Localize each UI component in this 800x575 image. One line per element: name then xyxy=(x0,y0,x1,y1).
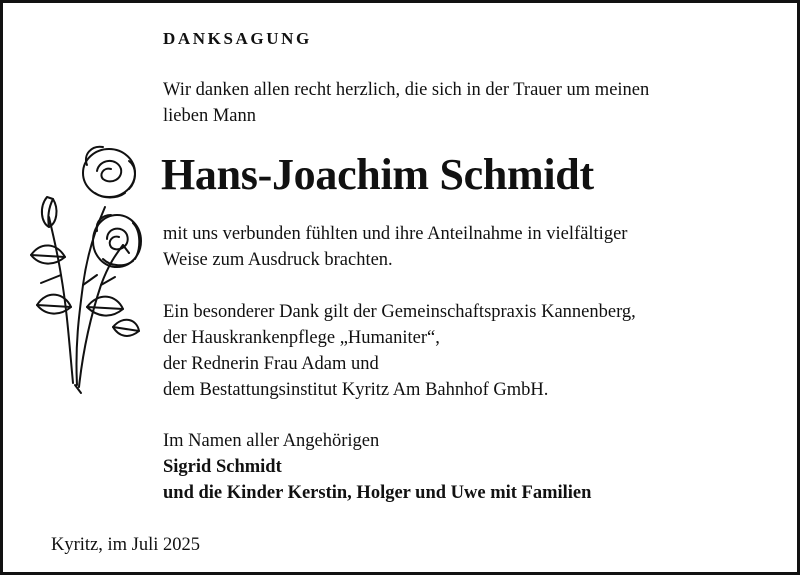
intro-paragraph xyxy=(163,77,649,129)
signature-family: und die Kinder Kerstin, Holger und Uwe mit Familien xyxy=(163,483,592,503)
special-thanks-paragraph xyxy=(163,299,636,403)
deceased-name: Hans-Joachim Schmidt xyxy=(161,150,594,199)
signature-preamble: Im Namen aller Angehörigen xyxy=(163,431,380,451)
signature-block xyxy=(163,428,591,506)
thanks-line: dem Bestattungsinstitut Kyritz Am Bahnhof GmbH. xyxy=(163,380,549,400)
signature-widow: Sigrid Schmidt xyxy=(163,457,282,477)
intro-line: Wir danken allen recht herzlich, die sich in der Trauer um meinen xyxy=(163,80,650,100)
thanks-line: der Hauskrankenpflege „Humaniter“, xyxy=(163,328,440,348)
thanks-line: Ein besonderer Dank gilt der Gemeinschaftspraxis Kannenberg, xyxy=(163,302,636,322)
continuation-line: mit uns verbunden fühlten und ihre Anteilnahme in vielfältiger xyxy=(163,224,628,244)
continuation-paragraph xyxy=(163,221,627,273)
continuation-line: Weise zum Ausdruck brachten. xyxy=(163,250,393,270)
thanks-line: der Rednerin Frau Adam und xyxy=(163,354,379,374)
place-date: Kyritz, im Juli 2025 xyxy=(51,535,201,555)
intro-line: lieben Mann xyxy=(163,106,256,126)
notice-heading: DANKSAGUNG xyxy=(163,29,312,48)
rose-bouquet-icon xyxy=(17,135,147,395)
